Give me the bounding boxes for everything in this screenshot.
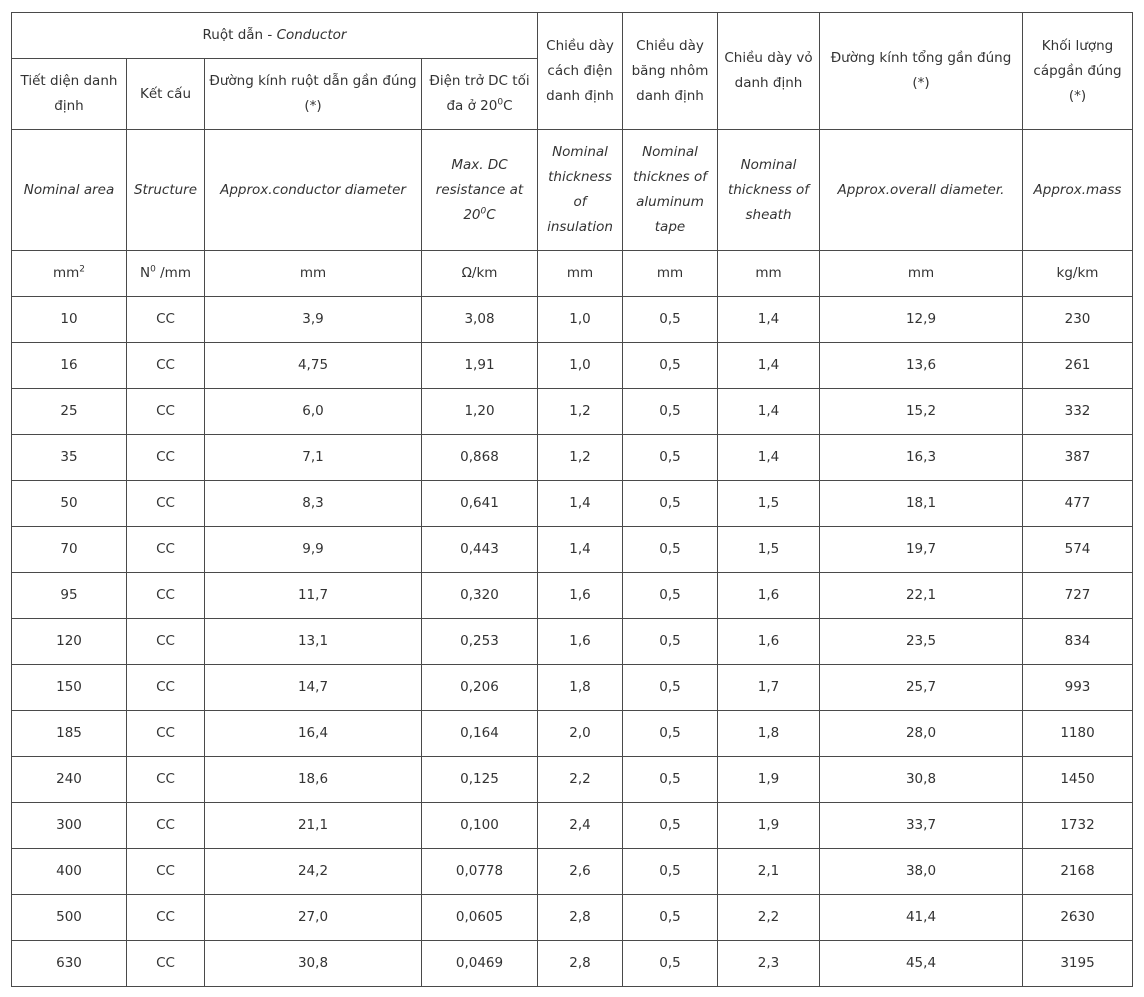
cell-resistance: 0,0469 xyxy=(422,941,538,987)
header-row-1 xyxy=(12,13,1133,59)
cell-insulation: 2,6 xyxy=(538,849,623,895)
cell-area: 300 xyxy=(12,803,127,849)
cell-mass: 3195 xyxy=(1023,941,1133,987)
cell-structure: CC xyxy=(127,757,205,803)
cell-tape: 0,5 xyxy=(623,481,718,527)
cell-mass: 261 xyxy=(1023,343,1133,389)
cell-structure: CC xyxy=(127,941,205,987)
cell-structure: CC xyxy=(127,619,205,665)
cell-cond-dia: 13,1 xyxy=(205,619,422,665)
cell-overall-dia: 41,4 xyxy=(820,895,1023,941)
cell-insulation: 1,6 xyxy=(538,619,623,665)
cell-structure: CC xyxy=(127,389,205,435)
cell-mass: 574 xyxy=(1023,527,1133,573)
cell-insulation: 1,4 xyxy=(538,527,623,573)
cell-sheath: 1,4 xyxy=(718,389,820,435)
cell-mass: 332 xyxy=(1023,389,1133,435)
cell-cond-dia: 16,4 xyxy=(205,711,422,757)
table-row xyxy=(12,481,1133,527)
cell-area: 240 xyxy=(12,757,127,803)
cell-resistance: 0,0605 xyxy=(422,895,538,941)
cell-cond-dia: 21,1 xyxy=(205,803,422,849)
cell-resistance: 1,20 xyxy=(422,389,538,435)
cell-overall-dia: 23,5 xyxy=(820,619,1023,665)
cell-area: 500 xyxy=(12,895,127,941)
cell-sheath: 2,1 xyxy=(718,849,820,895)
cell-tape: 0,5 xyxy=(623,711,718,757)
cell-resistance: 0,125 xyxy=(422,757,538,803)
unit-sheath: mm xyxy=(718,251,820,297)
tape-header-vi: Chiều dày băng nhôm danh định xyxy=(623,13,718,130)
cell-area: 50 xyxy=(12,481,127,527)
cell-tape: 0,5 xyxy=(623,849,718,895)
cell-tape: 0,5 xyxy=(623,297,718,343)
cell-sheath: 2,3 xyxy=(718,941,820,987)
cell-insulation: 2,8 xyxy=(538,941,623,987)
cell-mass: 993 xyxy=(1023,665,1133,711)
mass-header-en: Approx.mass xyxy=(1023,130,1133,251)
insulation-header-vi: Chiều dày cách điện danh định xyxy=(538,13,623,130)
cell-resistance: 0,100 xyxy=(422,803,538,849)
cell-overall-dia: 12,9 xyxy=(820,297,1023,343)
cell-area: 16 xyxy=(12,343,127,389)
overall-dia-header-vi: Đường kính tổng gần đúng (*) xyxy=(820,13,1023,130)
area-header-en: Nominal area xyxy=(12,130,127,251)
cell-resistance: 0,0778 xyxy=(422,849,538,895)
insulation-header-en: Nominal thickness of insulation xyxy=(538,130,623,251)
cell-sheath: 1,4 xyxy=(718,343,820,389)
cell-overall-dia: 22,1 xyxy=(820,573,1023,619)
cell-cond-dia: 3,9 xyxy=(205,297,422,343)
units-row xyxy=(12,251,1133,297)
cell-sheath: 1,5 xyxy=(718,527,820,573)
cell-tape: 0,5 xyxy=(623,757,718,803)
cell-structure: CC xyxy=(127,711,205,757)
cond-dia-header-vi: Đường kính ruột dẫn gần đúng (*) xyxy=(205,59,422,130)
cell-mass: 2630 xyxy=(1023,895,1133,941)
cell-insulation: 1,0 xyxy=(538,343,623,389)
cell-structure: CC xyxy=(127,481,205,527)
cell-resistance: 0,641 xyxy=(422,481,538,527)
tape-header-en: Nominal thicknes of aluminum tape xyxy=(623,130,718,251)
cell-area: 400 xyxy=(12,849,127,895)
cell-cond-dia: 11,7 xyxy=(205,573,422,619)
cell-area: 185 xyxy=(12,711,127,757)
cell-tape: 0,5 xyxy=(623,389,718,435)
cell-mass: 387 xyxy=(1023,435,1133,481)
cell-resistance: 0,320 xyxy=(422,573,538,619)
cell-cond-dia: 18,6 xyxy=(205,757,422,803)
cell-overall-dia: 16,3 xyxy=(820,435,1023,481)
mass-header-vi: Khối lượng cápgần đúng (*) xyxy=(1023,13,1133,130)
cell-sheath: 1,8 xyxy=(718,711,820,757)
table-row xyxy=(12,297,1133,343)
cell-sheath: 2,2 xyxy=(718,895,820,941)
cell-mass: 230 xyxy=(1023,297,1133,343)
table-row xyxy=(12,849,1133,895)
structure-header-en: Structure xyxy=(127,130,205,251)
cell-resistance: 0,164 xyxy=(422,711,538,757)
cell-tape: 0,5 xyxy=(623,527,718,573)
cell-structure: CC xyxy=(127,343,205,389)
table-row xyxy=(12,619,1133,665)
table-row xyxy=(12,527,1133,573)
unit-resistance: Ω/km xyxy=(422,251,538,297)
cell-tape: 0,5 xyxy=(623,895,718,941)
unit-mass: kg/km xyxy=(1023,251,1133,297)
cell-structure: CC xyxy=(127,297,205,343)
cell-insulation: 1,0 xyxy=(538,297,623,343)
cell-area: 120 xyxy=(12,619,127,665)
cell-area: 150 xyxy=(12,665,127,711)
cell-sheath: 1,6 xyxy=(718,573,820,619)
cell-insulation: 2,2 xyxy=(538,757,623,803)
cell-insulation: 1,2 xyxy=(538,389,623,435)
cell-cond-dia: 27,0 xyxy=(205,895,422,941)
cell-mass: 1732 xyxy=(1023,803,1133,849)
cell-tape: 0,5 xyxy=(623,665,718,711)
table-row xyxy=(12,757,1133,803)
cell-sheath: 1,4 xyxy=(718,297,820,343)
overall-dia-header-en: Approx.overall diameter. xyxy=(820,130,1023,251)
cell-overall-dia: 13,6 xyxy=(820,343,1023,389)
cell-overall-dia: 30,8 xyxy=(820,757,1023,803)
table-row xyxy=(12,389,1133,435)
cell-insulation: 1,6 xyxy=(538,573,623,619)
sheath-header-en: Nominal thickness of sheath xyxy=(718,130,820,251)
cond-dia-header-en: Approx.conductor diameter xyxy=(205,130,422,251)
cell-resistance: 3,08 xyxy=(422,297,538,343)
cell-structure: CC xyxy=(127,665,205,711)
unit-cond-dia: mm xyxy=(205,251,422,297)
table-row xyxy=(12,343,1133,389)
cell-overall-dia: 45,4 xyxy=(820,941,1023,987)
cell-cond-dia: 24,2 xyxy=(205,849,422,895)
table-row xyxy=(12,895,1133,941)
cell-tape: 0,5 xyxy=(623,941,718,987)
table-row xyxy=(12,435,1133,481)
cell-mass: 727 xyxy=(1023,573,1133,619)
table-row xyxy=(12,573,1133,619)
unit-structure: $N^0$ /mm xyxy=(127,251,205,297)
cell-area: 630 xyxy=(12,941,127,987)
cell-cond-dia: 14,7 xyxy=(205,665,422,711)
unit-area: $mm^2$ xyxy=(12,251,127,297)
table-row xyxy=(12,941,1133,987)
cell-insulation: 1,2 xyxy=(538,435,623,481)
table-row xyxy=(12,665,1133,711)
cell-resistance: 0,868 xyxy=(422,435,538,481)
cell-sheath: 1,6 xyxy=(718,619,820,665)
cell-structure: CC xyxy=(127,527,205,573)
cell-structure: CC xyxy=(127,435,205,481)
cell-area: 70 xyxy=(12,527,127,573)
cell-insulation: 2,8 xyxy=(538,895,623,941)
cell-tape: 0,5 xyxy=(623,803,718,849)
cable-spec-table xyxy=(11,12,1133,987)
cell-mass: 1450 xyxy=(1023,757,1133,803)
cell-overall-dia: 19,7 xyxy=(820,527,1023,573)
cell-cond-dia: 7,1 xyxy=(205,435,422,481)
cell-tape: 0,5 xyxy=(623,573,718,619)
cell-area: 35 xyxy=(12,435,127,481)
cell-overall-dia: 15,2 xyxy=(820,389,1023,435)
header-row-en xyxy=(12,130,1133,251)
cell-overall-dia: 25,7 xyxy=(820,665,1023,711)
cell-structure: CC xyxy=(127,573,205,619)
cell-mass: 477 xyxy=(1023,481,1133,527)
cell-area: 25 xyxy=(12,389,127,435)
cell-sheath: 1,9 xyxy=(718,757,820,803)
area-header-vi: Tiết diện danh định xyxy=(12,59,127,130)
cell-resistance: 1,91 xyxy=(422,343,538,389)
cell-tape: 0,5 xyxy=(623,619,718,665)
table-row xyxy=(12,711,1133,757)
cell-mass: 1180 xyxy=(1023,711,1133,757)
cell-sheath: 1,9 xyxy=(718,803,820,849)
cell-insulation: 1,8 xyxy=(538,665,623,711)
structure-header-vi: Kết cấu xyxy=(127,59,205,130)
cell-resistance: 0,253 xyxy=(422,619,538,665)
cell-tape: 0,5 xyxy=(623,343,718,389)
cell-insulation: 2,0 xyxy=(538,711,623,757)
cell-resistance: 0,206 xyxy=(422,665,538,711)
unit-overall-dia: mm xyxy=(820,251,1023,297)
cell-structure: CC xyxy=(127,849,205,895)
cell-area: 10 xyxy=(12,297,127,343)
cell-cond-dia: 30,8 xyxy=(205,941,422,987)
cell-cond-dia: 9,9 xyxy=(205,527,422,573)
resistance-header-en: Max. DC resistance at $20^0C$ xyxy=(422,130,538,251)
cell-mass: 834 xyxy=(1023,619,1133,665)
cell-overall-dia: 18,1 xyxy=(820,481,1023,527)
cell-mass: 2168 xyxy=(1023,849,1133,895)
conductor-group-header: Ruột dẫn - Conductor xyxy=(12,13,538,59)
cell-sheath: 1,7 xyxy=(718,665,820,711)
sheath-header-vi: Chiều dày vỏ danh định xyxy=(718,13,820,130)
cell-structure: CC xyxy=(127,895,205,941)
unit-insulation: mm xyxy=(538,251,623,297)
cell-resistance: 0,443 xyxy=(422,527,538,573)
table-row xyxy=(12,803,1133,849)
cell-insulation: 1,4 xyxy=(538,481,623,527)
resistance-header-vi: Điện trở DC tối đa ở $20^0C$ xyxy=(422,59,538,130)
cell-insulation: 2,4 xyxy=(538,803,623,849)
cell-tape: 0,5 xyxy=(623,435,718,481)
cell-overall-dia: 28,0 xyxy=(820,711,1023,757)
cell-area: 95 xyxy=(12,573,127,619)
cell-cond-dia: 4,75 xyxy=(205,343,422,389)
unit-tape: mm xyxy=(623,251,718,297)
cell-overall-dia: 38,0 xyxy=(820,849,1023,895)
cell-structure: CC xyxy=(127,803,205,849)
cell-sheath: 1,4 xyxy=(718,435,820,481)
cell-sheath: 1,5 xyxy=(718,481,820,527)
cell-overall-dia: 33,7 xyxy=(820,803,1023,849)
cell-cond-dia: 8,3 xyxy=(205,481,422,527)
cell-cond-dia: 6,0 xyxy=(205,389,422,435)
